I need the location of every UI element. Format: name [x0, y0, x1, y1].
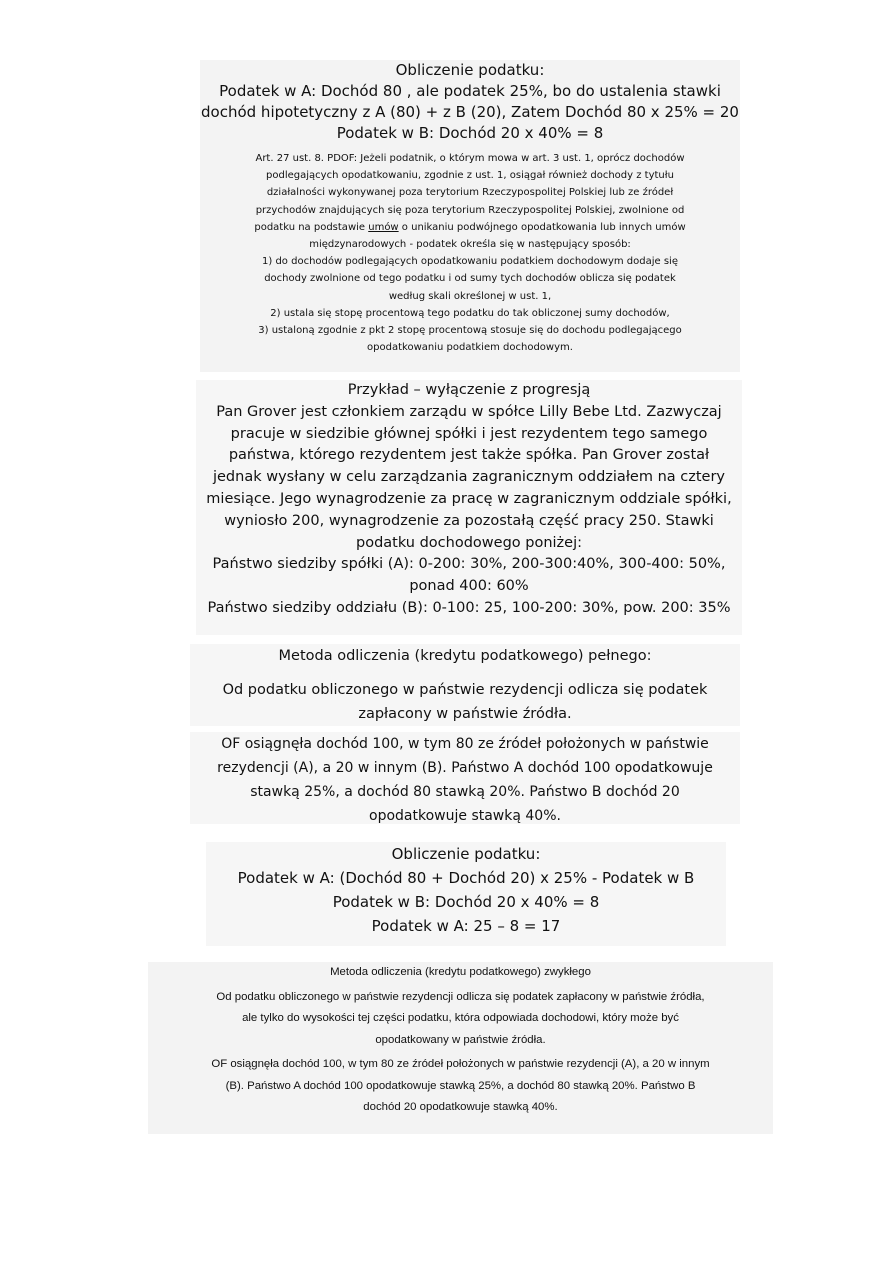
example-income-block — [190, 732, 740, 824]
article-text: o unikaniu podwójnego opodatkowania lub innych umów — [398, 221, 686, 233]
text-line: wyniosło 200, wynagrodzenie za pozostałą część pracy 250. Stawki — [224, 512, 714, 529]
article-line — [200, 219, 740, 236]
text-line: ale tylko do wysokości tej części podatku, która odpowiada dochodowi, który może być — [242, 1012, 679, 1024]
article-line: 3) ustaloną zgodnie z pkt 2 stopę procentową stosuje się do dochodu podlegającego — [258, 325, 682, 337]
section-title: Metoda odliczenia (kredytu podatkowego) zwykłego — [330, 966, 591, 978]
text-line: Podatek w A: 25 – 8 = 17 — [371, 917, 561, 935]
text-line: państwa, którego rezydentem jest także spółka. Pan Grover został — [228, 447, 710, 464]
example-line: (B). Państwo A dochód 100 opodatkowuje stawką 25%, a dochód 80 stawką 20%. Państwo B — [225, 1079, 696, 1092]
text-line: Państwo siedziby spółki (A): 0-200: 30%, 200-300:40%, 300-400: 50%, — [212, 556, 726, 573]
article-line: 1) do dochodów podlegających opodatkowaniu podatkiem dochodowym dodaje się — [262, 256, 678, 268]
text-line: Pan Grover jest członkiem zarządu w spółce Lilly Bebe Ltd. Zazwyczaj — [216, 403, 722, 420]
article-line: dochody zwolnione od tego podatku i od sumy tych dochodów oblicza się podatek — [264, 273, 676, 285]
full-credit-method-block — [190, 644, 740, 726]
tax-calculation-block — [200, 60, 740, 372]
umow-link[interactable]: umów — [368, 221, 399, 233]
text-line: Od podatku obliczonego w państwie rezydencji odlicza się podatek zapłacony w państwie źródła, — [216, 990, 705, 1003]
text-line: jednak wysłany w celu zarządzania zagranicznym oddziałem na cztery — [212, 469, 726, 486]
ordinary-credit-method-block — [148, 962, 773, 1134]
example-line: OF osiągnęła dochód 100, w tym 80 ze źródeł położonych w państwie rezydencji (A), a 20 w innym — [211, 1058, 710, 1070]
article-line: podlegających opodatkowaniu, zgodnie z ust. 1, osiągał również dochody z tytułu — [266, 170, 674, 182]
article-line: opodatkowaniu podatkiem dochodowym. — [367, 342, 573, 354]
text-line: Państwo siedziby oddziału (B): 0-100: 25, 100-200: 30%, pow. 200: 35% — [207, 599, 731, 616]
section-title: Obliczenie podatku: — [391, 845, 541, 863]
text-line: podatku dochodowego poniżej: — [356, 534, 582, 551]
example-progression-block — [196, 380, 742, 635]
text-line: ponad 400: 60% — [409, 578, 529, 595]
text-line: zapłacony w państwie źródła. — [358, 706, 572, 722]
section-title: Metoda odliczenia (kredytu podatkowego) pełnego: — [278, 648, 652, 664]
text-line: rezydencji (A), a 20 w innym (B). Państwo A dochód 100 opodatkowuje — [217, 760, 713, 776]
section-title: Obliczenie podatku: — [395, 61, 545, 79]
text-line: dochód hipotetyczny z A (80) + z B (20), Zatem Dochód 80 x 25% = 20 — [201, 103, 739, 121]
text-line: Podatek w A: Dochód 80 , ale podatek 25%, bo do ustalenia stawki — [219, 82, 721, 100]
text-line: opodatkowuje stawką 40%. — [369, 808, 561, 824]
text-line: OF osiągnęła dochód 100, w tym 80 ze źródeł położonych w państwie — [221, 736, 709, 752]
text-line: Podatek w B: Dochód 20 x 40% = 8 — [332, 893, 600, 911]
text-line: Podatek w A: (Dochód 80 + Dochód 20) x 25% - Podatek w B — [237, 869, 695, 887]
section-title: Przykład – wyłączenie z progresją — [347, 382, 591, 398]
article-line: międzynarodowych - podatek określa się w następujący sposób: — [309, 239, 631, 251]
tax-calculation-2-block — [206, 842, 726, 946]
text-line: miesiące. Jego wynagrodzenie za pracę w zagranicznym oddziale spółki, — [206, 490, 732, 507]
text-line: opodatkowany w państwie źródła. — [375, 1033, 546, 1046]
text-line: Podatek w B: Dochód 20 x 40% = 8 — [336, 124, 604, 142]
article-line: przychodów znajdujących się poza terytorium Rzeczypospolitej Polskiej, zwolnione od — [255, 204, 685, 216]
article-text: podatku na podstawie — [254, 221, 369, 233]
text-line: pracuje w siedzibie głównej spółki i jest rezydentem tego samego — [230, 425, 708, 442]
article-line: według skali określonej w ust. 1, — [388, 290, 552, 302]
article-line: Art. 27 ust. 8. PDOF: Jeżeli podatnik, o którym mowa w art. 3 ust. 1, oprócz dochodów — [255, 153, 685, 164]
text-line: Od podatku obliczonego w państwie rezydencji odlicza się podatek — [222, 682, 708, 698]
article-line: 2) ustala się stopę procentową tego podatku do tak obliczonej sumy dochodów, — [270, 307, 670, 319]
example-line: dochód 20 opodatkowuje stawką 40%. — [363, 1101, 558, 1113]
text-line: stawką 25%, a dochód 80 stawką 20%. Państwo B dochód 20 — [250, 784, 680, 800]
article-line: działalności wykonywanej poza terytorium Rzeczypospolitej Polskiej lub ze źródeł — [266, 187, 674, 199]
